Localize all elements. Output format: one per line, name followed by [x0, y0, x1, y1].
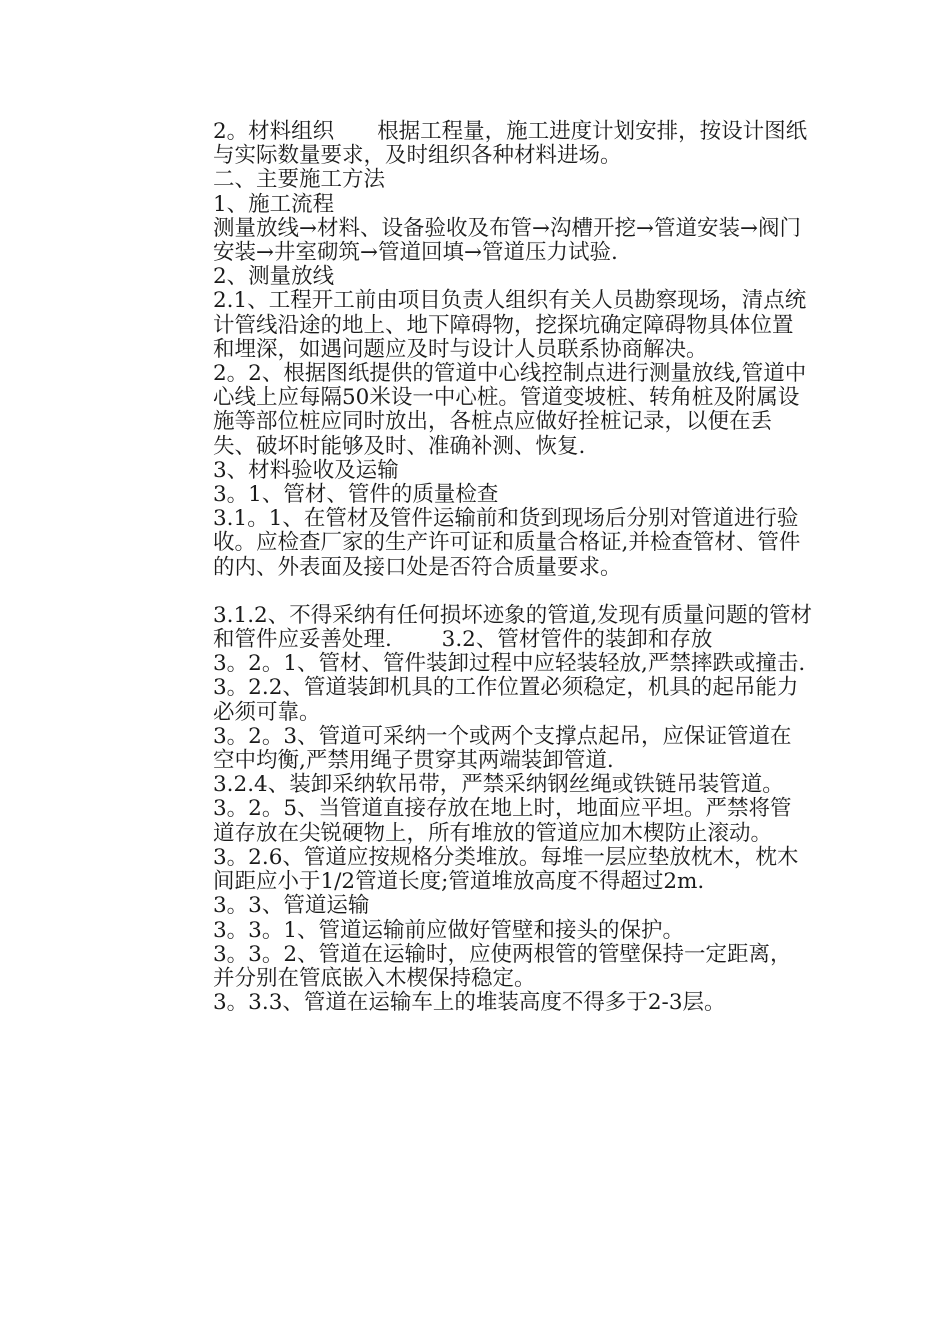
blank-line	[213, 580, 813, 604]
paragraph-3-3-2: 3。3。2、管道在运输时，应使两根管的管壁保持一定距离，并分别在管底嵌入木楔保持稳定。	[213, 941, 792, 991]
paragraph-3-2-6: 3。2.6、管道应按规格分类堆放。每堆一层应垫放枕木，枕木间距应小于1/2管道长度;管道堆放高度不得超过2m.	[213, 844, 799, 895]
paragraph-3-2-1: 3。2。1、管材、管件装卸过程中应轻装轻放,严禁摔跌或撞击.	[213, 651, 806, 677]
paragraph-3-1-2: 3.1.2、不得采纳有任何损坏迹象的管道,发现有质量问题的管材和管件应妥善处理. 3.2、管材管件的装卸和存放	[213, 602, 813, 653]
paragraph-3-2-5: 3。2。5、当管道直接存放在地上时，地面应平坦。严禁将管道存放在尖锐硬物上，所有堆放的管道应加木楔防止滚动。	[213, 796, 792, 846]
heading-3-3: 3。3、管道运输	[213, 893, 370, 919]
paragraph-3-2-2: 3。2.2、管道装卸机具的工作位置必须稳定，机具的起吊能力必须可靠。	[213, 675, 799, 725]
heading-construction-process: 1、施工流程	[213, 191, 335, 217]
document-page	[213, 120, 813, 1015]
heading-3-1: 3。1、管材、管件的质量检查	[213, 482, 499, 508]
heading-material-acceptance: 3、材料验收及运输	[213, 457, 399, 483]
paragraph-2-1: 2.1、工程开工前由项目负责人组织有关人员勘察现场，清点统计管线沿途的地上、地下障碍物，挖探坑确定障碍物具体位置和埋深，如遇问题应及时与设计人员联系协商解决。	[213, 288, 807, 362]
paragraph-3-2-4: 3.2.4、装卸采纳软吊带，严禁采纳钢丝绳或铁链吊装管道。	[213, 772, 784, 798]
paragraph-process-flow: 测量放线→材料、设备验收及布管→沟槽开挖→管道安装→阀门安装→井室砌筑→管道回填→管道压力试验.	[213, 215, 802, 266]
paragraph-3-2-3: 3。2。3、管道可采纳一个或两个支撑点起吊，应保证管道在空中均衡,严禁用绳子贯穿其两端装卸管道.	[213, 723, 792, 774]
heading-main-construction-methods: 二、主要施工方法	[213, 167, 386, 193]
paragraph-2-2: 2。2、根据图纸提供的管道中心线控制点进行测量放线,管道中心线上应每隔50米设一中心桩。管道变坡桩、转角桩及附属设施等部位桩应同时放出，各桩点应做好拴桩记录，以便在丢失、破坏时能够及时、准确补测、恢复.	[213, 361, 807, 459]
paragraph-3-1-1: 3.1。1、在管材及管件运输前和货到现场后分别对管道进行验收。应检查厂家的生产许可证和质量合格证,并检查管材、管件的内、外表面及接口处是否符合质量要求。	[213, 506, 801, 580]
heading-survey-layout: 2、测量放线	[213, 264, 335, 290]
paragraph-3-3-3: 3。3.3、管道在运输车上的堆装高度不得多于2-3层。	[213, 990, 726, 1016]
paragraph-material-organization: 2。材料组织 根据工程量，施工进度计划安排，按设计图纸与实际数量要求，及时组织各种材料进场。	[213, 119, 808, 169]
paragraph-3-3-1: 3。3。1、管道运输前应做好管壁和接头的保护。	[213, 917, 685, 943]
